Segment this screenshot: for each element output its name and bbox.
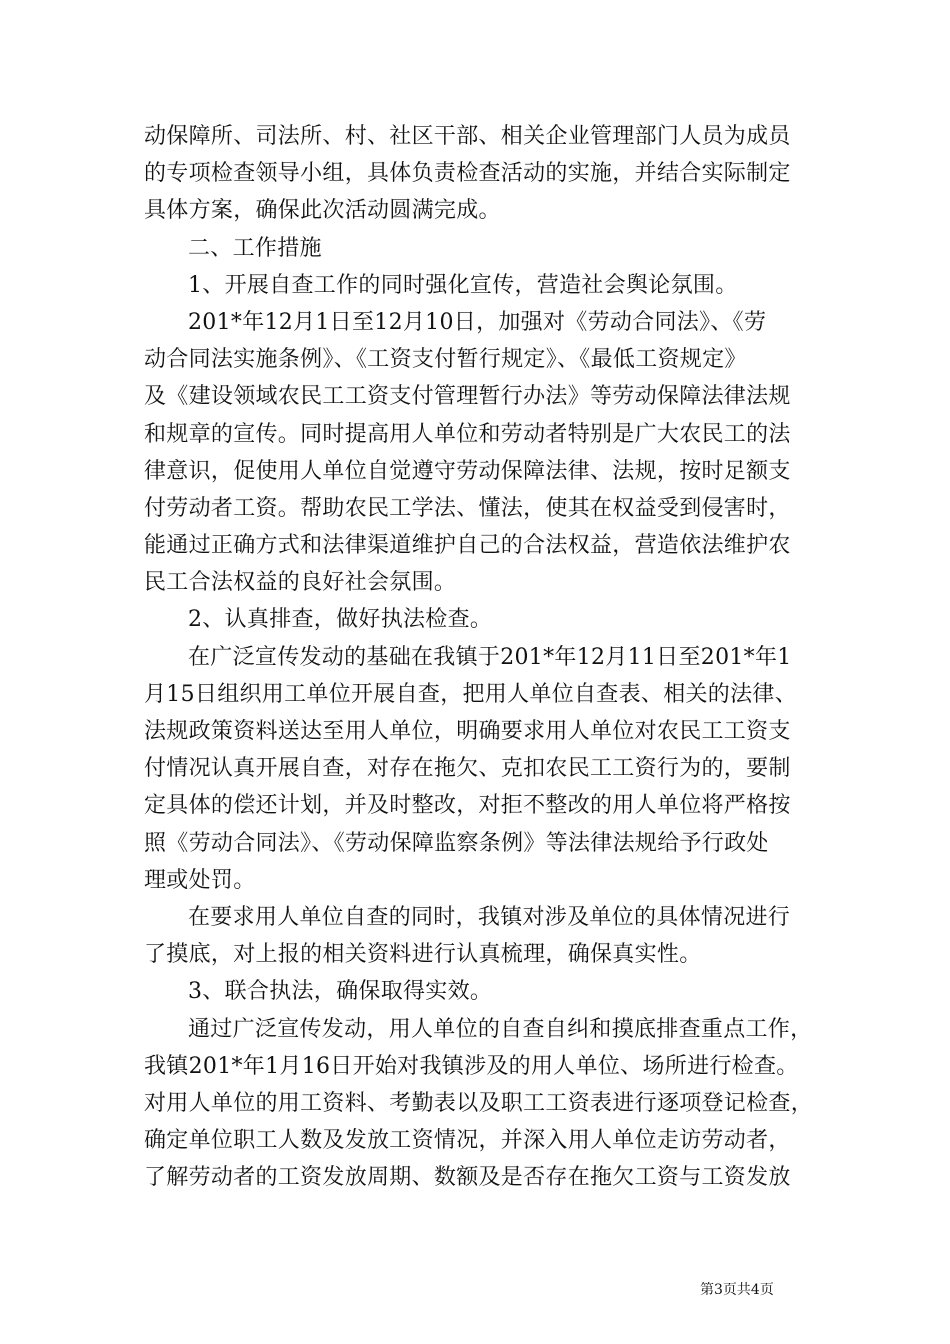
- text-line: 能通过正确方式和法律渠道维护自己的合法权益，营造依法维护农: [144, 533, 791, 559]
- text-line: 理或处罚。: [144, 867, 256, 893]
- text-line: 对用人单位的用工资料、考勤表以及职工工资表进行逐项登记检查，: [144, 1090, 814, 1116]
- text-line: 付劳动者工资。帮助农民工学法、懂法，使其在权益受到侵害时，: [144, 495, 791, 521]
- section-heading: 二、工作措施: [188, 235, 322, 261]
- text-line: 通过广泛宣传发动，用人单位的自查自纠和摸底排查重点工作，: [188, 1016, 813, 1042]
- subsection-heading: 1、开展自查工作的同时强化宣传，营造社会舆论氛围。: [188, 272, 738, 298]
- document-body: [144, 118, 814, 1196]
- text-line: 在要求用人单位自查的同时，我镇对涉及单位的具体情况进行: [188, 904, 791, 930]
- text-line: 动保障所、司法所、村、社区干部、相关企业管理部门人员为成员: [144, 124, 791, 149]
- text-line: 具体方案，确保此次活动圆满完成。: [144, 198, 501, 224]
- text-line: 律意识，促使用人单位自觉遵守劳动保障法律、法规，按时足额支: [144, 458, 791, 484]
- text-line: 201*年12月1日至12月10日，加强对《劳动合同法》、《劳: [188, 309, 767, 335]
- text-line: 动合同法实施条例》、《工资支付暂行规定》、《最低工资规定》: [144, 347, 747, 373]
- text-line: 确定单位职工人数及发放工资情况，并深入用人单位走访劳动者，: [144, 1128, 791, 1154]
- text-line: 在广泛宣传发动的基础在我镇于201*年12月11日至201*年1: [188, 644, 792, 670]
- text-line: 了摸底，对上报的相关资料进行认真梳理，确保真实性。: [144, 942, 702, 968]
- text-line: 法规政策资料送达至用人单位，明确要求用人单位对农民工工资支: [144, 719, 791, 744]
- text-line: 定具体的偿还计划，并及时整改，对拒不整改的用人单位将严格按: [144, 793, 791, 819]
- text-line: 了解劳动者的工资发放周期、数额及是否存在拖欠工资与工资发放: [144, 1165, 791, 1191]
- text-line: 我镇201*年1月16日开始对我镇涉及的用人单位、场所进行检查。: [144, 1053, 799, 1079]
- page-number: 第3页共4页: [700, 1282, 774, 1298]
- text-line: 照《劳动合同法》、《劳动保障监察条例》等法律法规给予行政处: [144, 830, 769, 856]
- text-line: 和规章的宣传。同时提高用人单位和劳动者特别是广大农民工的法: [144, 421, 791, 447]
- text-line: 民工合法权益的良好社会氛围。: [144, 570, 457, 596]
- text-line: 月15日组织用工单位开展自查，把用人单位自查表、相关的法律、: [144, 681, 797, 707]
- subsection-heading: 3、联合执法，确保取得实效。: [188, 979, 493, 1005]
- subsection-heading: 2、认真排查，做好执法检查。: [188, 607, 493, 633]
- text-line: 付情况认真开展自查，对存在拖欠、克扣农民工工资行为的，要制: [144, 756, 791, 782]
- text-line: 及《建设领域农民工工资支付管理暂行办法》等劳动保障法律法规: [144, 384, 791, 410]
- text-line: 的专项检查领导小组，具体负责检查活动的实施，并结合实际制定: [144, 161, 791, 187]
